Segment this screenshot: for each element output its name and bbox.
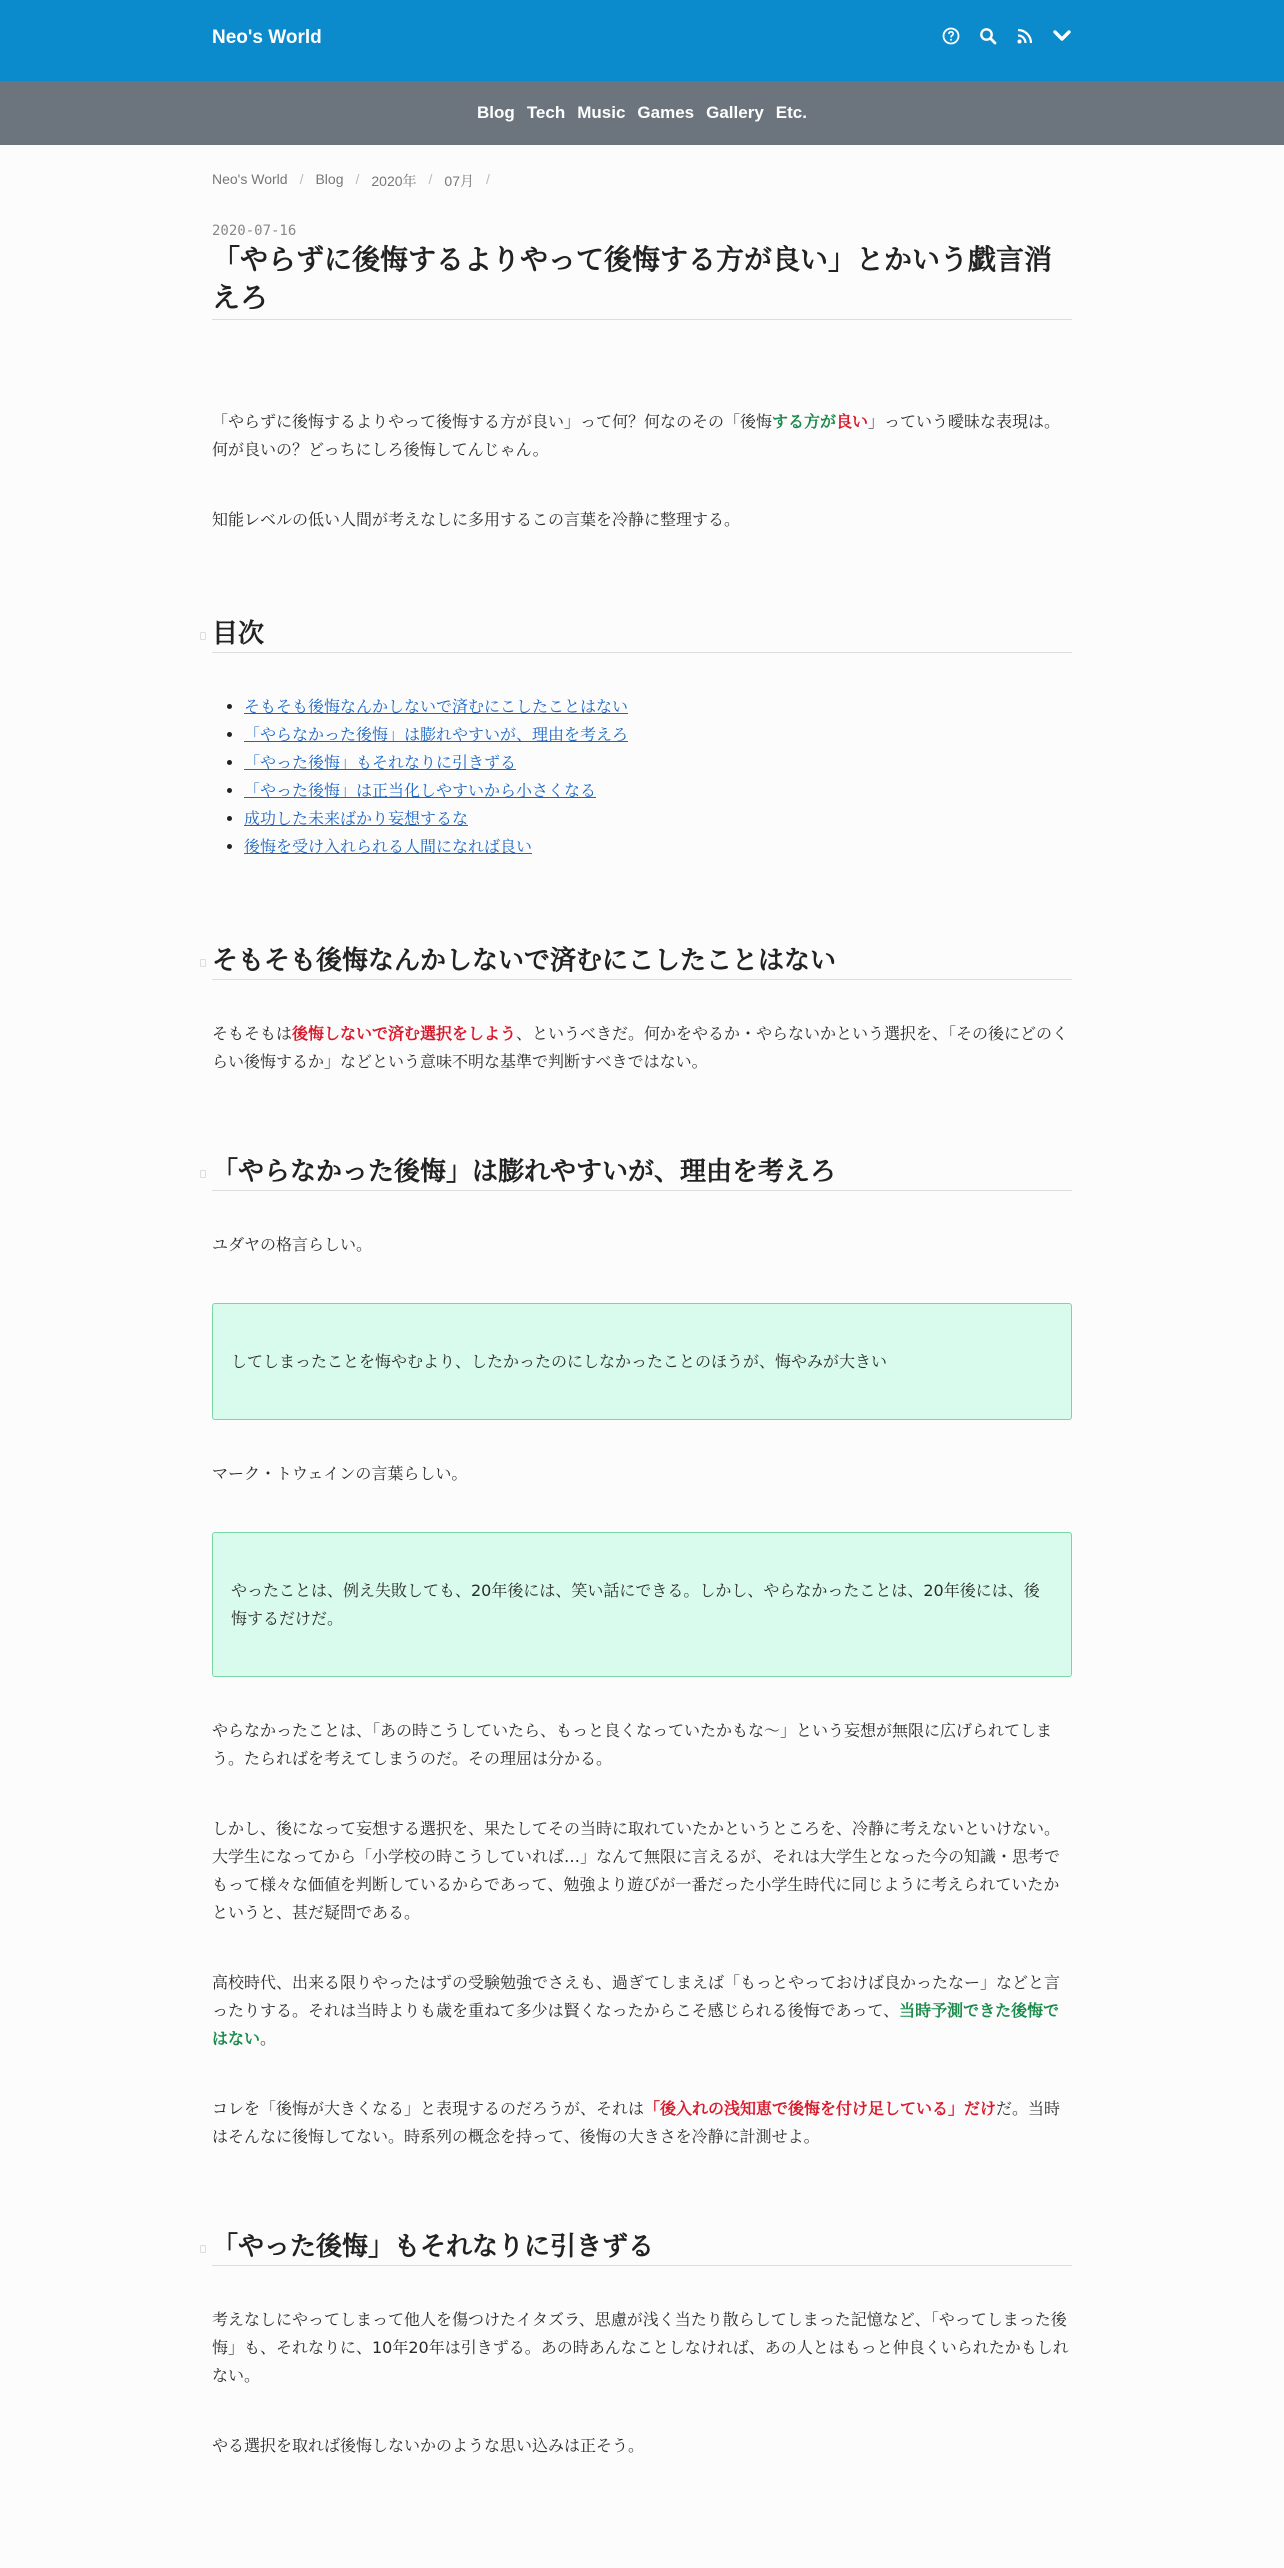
toc-link-4[interactable]: 「やった後悔」は正当化しやすいから小さくなる [244,781,597,800]
text-span: 」っていう曖昧な表現は。何が良いの？どっちにしろ後悔してんじゃん。 [212,412,1061,459]
heading-text: そもそも後悔なんかしないで済むにこしたことはない [212,946,837,976]
nav-item-blog[interactable]: Blog [477,103,515,122]
text-span: だ。当時はそんなに後悔してない。時系列の概念を持って、後悔の大きさを冷静に計測せよ。 [212,2099,1061,2146]
search-icon[interactable] [978,24,998,48]
toc-item [244,721,1072,749]
toc-item [244,833,1072,861]
category-nav [0,81,1284,145]
section-heading-1 [212,943,1072,980]
header-icons [941,24,1072,48]
text-span: 。 [260,2029,277,2048]
breadcrumb-separator: / [299,171,304,187]
quote-box-2: やったことは、例え失敗しても、20年後には、笑い話にできる。しかし、やらなかったことは、20年後には、後悔するだけだ。 [212,1532,1072,1677]
toc-link-5[interactable]: 成功した未来ばかり妄想するな [244,809,469,828]
text-span: 高校時代、出来る限りやったはずの受験勉強でさえも、過ぎてしまえば「もっとやっておけば良かったなー」などと言ったりする。それは当時よりも歳を重ねて多少は賢くなったからこそ感じられる後悔であって、 [212,1973,1061,2020]
intro-paragraph-2: 知能レベルの低い人間が考えなしに多用するこの言葉を冷静に整理する。 [212,510,741,529]
text-span: コレを「後悔が大きくなる」と表現するのだろうが、それは [212,2099,645,2118]
nav-item-tech[interactable]: Tech [526,103,566,122]
section-3-paragraph-1: 考えなしにやってしまって他人を傷つけたイタズラ、思慮が浅く当たり散らしてしまった記憶など、「やってしまった後悔」も、それなりに、10年20年は引きずる。あの時あんなことしなければ、あの人とはもっと仲良くいられたかもしれない。 [212,2310,1069,2385]
toc-heading [212,616,1072,653]
heading-text: 目次 [212,619,265,649]
section-2-paragraph-5 [212,1969,1072,2053]
section-2-paragraph-4: しかし、後になって妄想する選択を、果たしてその当時に取れていたかというところを、冷静に考えないといけない。大学生になってから「小学校の時こうしていれば…」なんて無限に言えるが、それは大学生となった今の知識・思考でもって様々な価値を判断しているからであって、勉強より遊びが一番だった小学生時代に同じように考えられていたかというと、甚だ疑問である。 [212,1819,1061,1922]
top-header [0,0,1284,81]
rss-icon[interactable] [1015,24,1035,48]
help-icon[interactable] [941,24,961,48]
emphasis-red: 後悔しないで済む選択をしよう [292,1024,517,1043]
heading-text: 「やらなかった後悔」は膨れやすいが、理由を考えろ [212,1157,837,1187]
toc-link-1[interactable]: そもそも後悔なんかしないで済むにこしたことはない [244,697,629,716]
section-2-paragraph-1: ユダヤの格言らしい。 [212,1235,373,1254]
section-2-paragraph-6 [212,2095,1072,2151]
quote-box-1: してしまったことを悔やむより、したかったのにしなかったことのほうが、悔やみが大きい [212,1303,1072,1420]
breadcrumb-month[interactable]: 07月 [444,173,474,189]
emphasis-red: 良い [836,412,869,431]
toc-item [244,777,1072,805]
emphasis-green: 当時予測できた後悔ではない [212,2001,1060,2048]
section-2-paragraph-3: やらなかったことは、「あの時こうしていたら、もっと良くなっていたかもな〜」という妄想が無限に広げられてしまう。たらればを考えてしまうのだ。その理屈は分かる。 [212,1721,1053,1768]
chevron-down-icon[interactable] [1052,24,1072,48]
nav-item-etc[interactable]: Etc. [775,103,807,122]
breadcrumb-year[interactable]: 2020年 [371,173,417,189]
nav-item-games[interactable]: Games [637,103,695,122]
toc-item [244,693,1072,721]
breadcrumb-separator: / [355,171,360,187]
table-of-contents [244,693,1072,861]
heading-text: 「やった後悔」もそれなりに引きずる [212,2232,655,2262]
post-title: 「やらずに後悔するよりやって後悔する方が良い」とかいう戯言消えろ [212,241,1072,320]
nav-item-gallery[interactable]: Gallery [706,103,764,122]
text-span: 「やらずに後悔するよりやって後悔する方が良い」って何？何なのその「後悔 [212,412,773,431]
breadcrumb [212,171,1072,191]
toc-item [244,749,1072,777]
breadcrumb-home[interactable]: Neo's World [212,171,288,187]
breadcrumb-blog[interactable]: Blog [315,171,344,187]
anchor-icon[interactable] [200,1170,206,1178]
breadcrumb-separator: / [428,171,433,187]
article-container [212,145,1072,2460]
emphasis-green: する方が [772,412,837,431]
anchor-icon[interactable] [200,632,206,640]
anchor-icon[interactable] [200,2245,206,2253]
section-heading-2 [212,1154,1072,1191]
section-2-paragraph-2: マーク・トウェインの言葉らしい。 [212,1464,468,1483]
nav-item-music[interactable]: Music [577,103,626,122]
section-3-paragraph-2: やる選択を取れば後悔しないかのような思い込みは正そう。 [212,2436,645,2455]
site-brand-link[interactable]: Neo's World [212,27,322,48]
text-span: そもそもは [212,1024,293,1043]
section-heading-3 [212,2229,1072,2266]
breadcrumb-separator: / [486,171,490,187]
toc-link-6[interactable]: 後悔を受け入れられる人間になれば良い [244,837,533,856]
intro-paragraph [212,408,1072,464]
toc-link-2[interactable]: 「やらなかった後悔」は膨れやすいが、理由を考えろ [244,725,629,744]
section-1-paragraph [212,1020,1072,1076]
toc-item [244,805,1072,833]
toc-link-3[interactable]: 「やった後悔」もそれなりに引きずる [244,753,517,772]
emphasis-red: 「後入れの浅知恵で後悔を付け足している」だけ [644,2099,997,2118]
anchor-icon[interactable] [200,959,206,967]
text-span: 、というべきだ。何かをやるか・やらないかという選択を、「その後にどのくらい後悔するか」などという意味不明な基準で判断すべきではない。 [212,1024,1069,1071]
post-date: 2020-07-16 [212,223,297,239]
